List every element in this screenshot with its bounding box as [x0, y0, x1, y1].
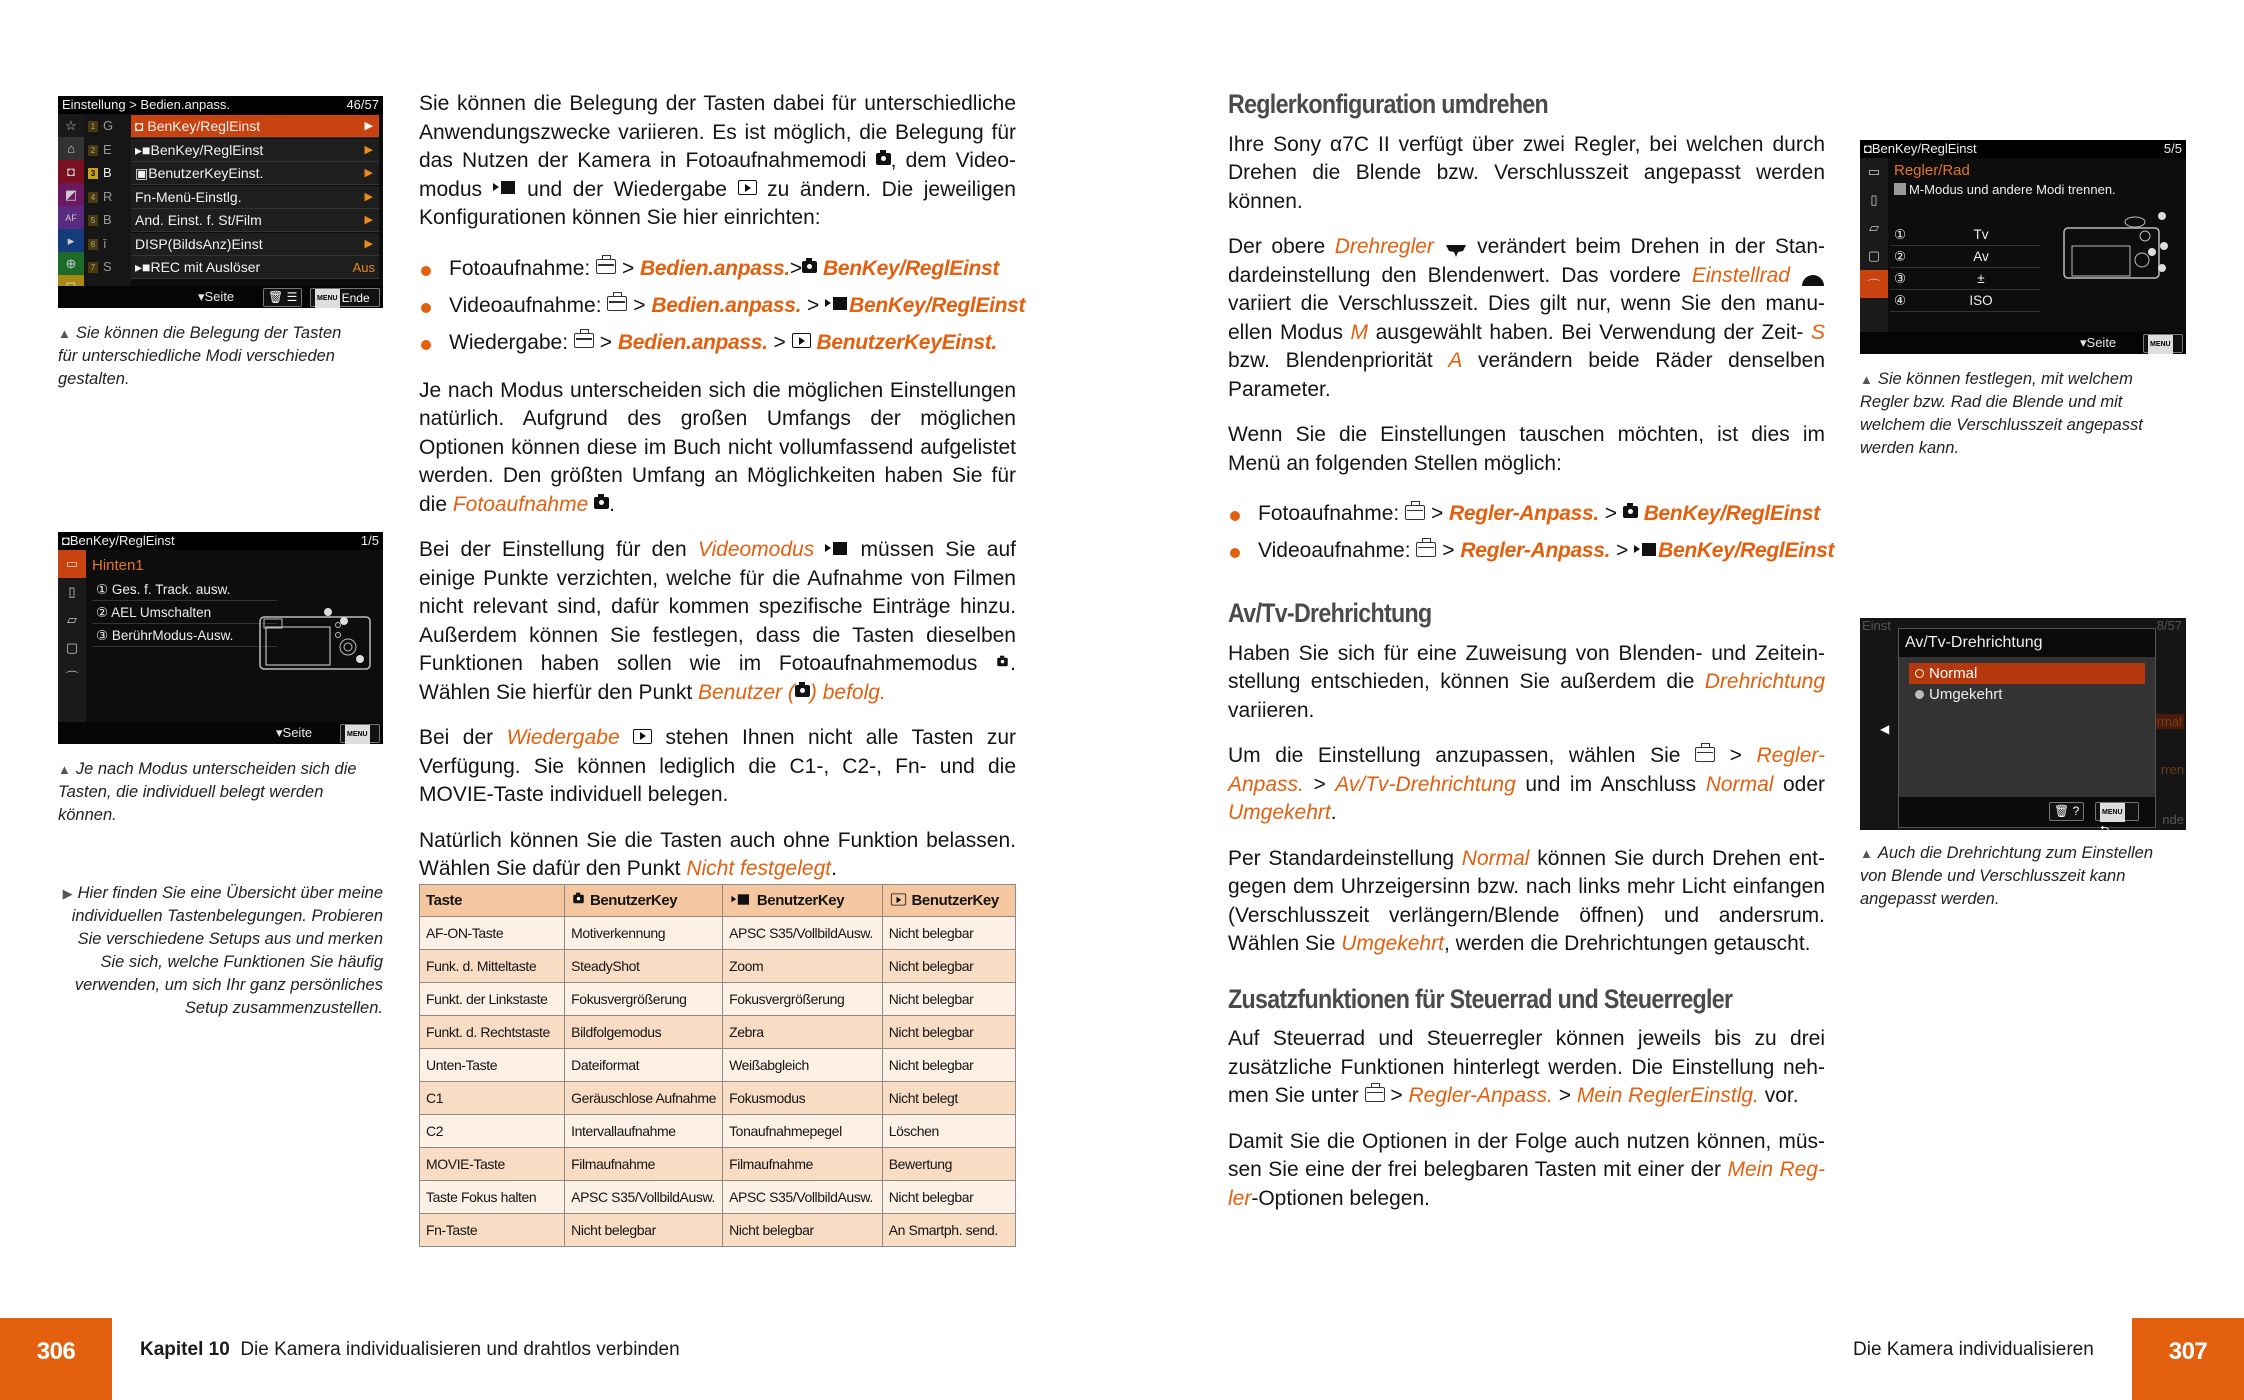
running-footer-left [140, 1339, 680, 1361]
left-arrow-icon: ◀ [1880, 722, 1890, 736]
camera-menu-screenshot-regler-rad [1860, 140, 2186, 369]
table-header-row [420, 885, 1016, 917]
menu-path-list [419, 250, 1026, 361]
chapter-label: Kapitel 10 [140, 1339, 230, 1360]
toolbox-icon [607, 296, 627, 311]
dial-row[interactable]: ① Tv [1890, 224, 2040, 246]
dial-tab-icon: ⌒ [65, 669, 79, 685]
menu-category-sidebar [58, 114, 84, 286]
triangle-up-icon: ▲ [58, 326, 71, 341]
home-icon: ⌂ [58, 137, 84, 160]
separate-modes-checkbox[interactable]: M-Modus und andere Modi trennen. [1894, 182, 2174, 202]
table-row: Unten-Taste Dateiformat Weißabgleich Nicht belegbar [420, 1049, 1016, 1082]
screen-title-bar [58, 96, 383, 114]
heading-zusatzfunktionen: Zusatzfunktionen für Steuerrad und Steuerregler [1228, 983, 1733, 1014]
camera-menu-screenshot-bedien-anpass [58, 96, 383, 308]
table-row: C2 Intervallaufnahme Tonaufnahmepegel Löschen [420, 1115, 1016, 1148]
camera-icon [573, 895, 584, 903]
front-dial-icon [1801, 267, 1825, 281]
table-row: MOVIE-Taste Filmaufnahme Filmaufnahme Bewertung [420, 1148, 1016, 1181]
paragraph-video: Bei der Einstellung für den Videomodus müssen Sie auf einige Punkte verzichten, welche für die Aufnahme von Filmen nicht relevant sind, dafür kommen spezifische Einträge hinzu. Außerdem können Sie festlegen, dass die Tasten dieselben Funktionen haben sollen wie im Fotoaufnahmemodus . Wählen Sie hierfür den Punkt Benutzer ( ) befolg. [419, 538, 1016, 704]
menu-item-fn-menu[interactable]: Fn-Menü-Einstlg. ▶ [131, 186, 379, 209]
delete-help-button: 🗑 ☰ [263, 288, 302, 307]
page-number-right: 307 [2132, 1318, 2244, 1400]
camera-back-tab-icon: ▯ [1870, 192, 1878, 207]
dialog-title: Av/Tv-Drehrichtung [1899, 629, 2155, 657]
playback-icon [891, 893, 906, 905]
screen-breadcrumb: Einstellung > Bedien.anpass. [62, 97, 231, 112]
dial-tab-icon: ⌒ [1860, 270, 1888, 298]
playback-icon [792, 333, 811, 348]
delete-help-button: 🗑 ? [2049, 802, 2084, 821]
table-row: C1 Geräuschlose Aufnahme Fokusmodus Nicht belegt [420, 1082, 1016, 1115]
camera-back-diagram-icon [258, 607, 373, 672]
back-button: MENU⮌ [2095, 802, 2139, 821]
left-body-column [419, 90, 1026, 901]
table-row: Funkt. der Linkstaste Fokusvergrößerung Fokusvergrößerung Nicht belegbar [420, 983, 1016, 1016]
caption-screen1: ▲ Sie können die Belegung der Tasten für unterschiedliche Modi verschieden gestalten. [58, 324, 342, 388]
paragraph-zusatz-tasten: Damit Sie die Optionen in der Folge auch nutzen können, müssen Sie eine der frei belegbaren Tasten mit einer der Mein Regler-Optionen belegen. [1228, 1129, 1825, 1210]
column-header-video: BenutzerKey [723, 885, 883, 917]
lens-tab-icon: ▢ [65, 640, 79, 655]
list-item: Videoaufnahme: > Bedien.anpass. > BenKey/ReglEinst [419, 287, 1016, 324]
regler-path-list [1228, 495, 1835, 569]
page-hint: ▾Seite [276, 725, 313, 740]
toolbox-icon [1365, 1087, 1385, 1102]
key-assignment-table [419, 884, 1016, 1247]
paragraph-avtv-intro: Haben Sie sich für eine Zuweisung von Blenden- und Zeiteinstellung entschieden, können Sie außerdem die Drehrichtung variieren. [1228, 641, 1825, 722]
camera-icon [594, 497, 609, 509]
column-header-taste: Taste [420, 885, 565, 917]
menu-item-and-einst[interactable]: And. Einst. f. St/Film ▶ [131, 209, 379, 232]
option-normal[interactable]: Normal [1909, 663, 2145, 684]
playback-icon [633, 729, 652, 744]
table-row: Fn-Taste Nicht belegbar Nicht belegbar An Smartph. send. [420, 1214, 1016, 1247]
camera-top-tab-icon: ▭ [1867, 164, 1881, 179]
star-icon: ☆ [65, 117, 77, 133]
screen-footer [58, 286, 383, 308]
tab-sidebar [1860, 158, 1888, 332]
checkbox-icon [1894, 183, 1906, 195]
paragraph-drehregler: Der obere Drehregler verändert beim Drehen in der Standardeinstellung den Blendenwert. Das vordere Einstellrad variiert die Verschlusszeit. Dies gilt nur, wenn Sie den manuellen Modus M ausgewählt haben. Bei Verwendung der Zeit- S bzw. Blendenpriorität A verändern beide Räder denselben Parameter. [1228, 235, 1826, 401]
table-row: AF-ON-Taste Motiverkennung APSC S35/VollbildAusw. Nicht belegbar [420, 917, 1016, 950]
menu-item-playback-benutzerkey[interactable]: ▣BenutzerKeyEinst. ▶ [131, 162, 379, 185]
background-page-counter: 8/57 [2156, 618, 2182, 633]
page-hint: ▾Seite [198, 289, 235, 304]
camera-side-tab-icon: ▱ [67, 612, 77, 627]
video-icon [1634, 543, 1658, 556]
table-row: Funkt. d. Rechtstaste Bildfolgemodus Zebra Nicht belegbar [420, 1016, 1016, 1049]
section-title: Hinten1 [92, 557, 144, 574]
back-button: MENU⮌ [340, 724, 380, 743]
camera-icon [876, 153, 891, 165]
toolbox-icon [574, 333, 594, 348]
column-header-photo: BenutzerKey [565, 885, 723, 917]
globe-icon: ⊕ [58, 252, 84, 275]
triangle-up-icon: ▲ [1860, 846, 1873, 861]
section-title: Regler/Rad [1894, 162, 1970, 179]
camera-icon [795, 685, 810, 697]
background-label: rmal [2156, 714, 2182, 729]
toolbox-icon [1416, 542, 1436, 557]
playback-icon [738, 180, 757, 195]
table-row: Funk. d. Mitteltaste SteadyShot Zoom Nicht belegbar [420, 950, 1016, 983]
exposure-icon: ◩ [58, 183, 84, 206]
menu-item-rec-ausloeser[interactable]: ▸■REC mit Auslöser Aus [131, 256, 379, 279]
camera-side-tab-icon: ▱ [1869, 220, 1879, 235]
video-icon [825, 297, 849, 310]
intro-paragraph: Sie können die Belegung der Tasten dabei für unterschiedliche Anwendungszwecke variieren. Es ist möglich, die Belegung für das Nutzen der Kamera in Fotoaufnahmemodi , dem Videomodus und der Wiedergabe zu ändern. Die jeweiligen Konfigurationen können Sie hier einrichten: [419, 92, 1016, 229]
camera-top-tab-icon: ▭ [58, 550, 86, 578]
camera-menu-screenshot-hinten1 [58, 532, 383, 759]
camera-back-tab-icon: ▯ [68, 584, 76, 599]
af-mf-icon: AF [58, 206, 84, 229]
heading-avtv-drehrichtung: Av/Tv-Drehrichtung [1228, 598, 1432, 628]
list-item: Videoaufnahme: > Regler-Anpass. > BenKey/ReglEinst [1228, 532, 1825, 569]
triangle-up-icon: ▲ [58, 762, 71, 777]
menu-item-photo-benkey[interactable]: ◘ BenKey/ReglEinst ▶ [131, 115, 379, 138]
camera-back-diagram-icon [2060, 210, 2175, 288]
dial-assignment-list [1890, 224, 2040, 312]
exposure-comp-icon: ± [1977, 271, 1985, 286]
triangle-right-icon: ▶ [62, 886, 73, 901]
background-label: rren [2160, 762, 2184, 777]
caption-screen3: ▲ Sie können festlegen, mit welchem Regler bzw. Rad die Blende und mit welchem die Verschlusszeit angepasst werden kann. [1860, 370, 2143, 457]
caption-screen2: ▲ Je nach Modus unterscheiden sich die Tasten, die individuell belegt werden können. [58, 760, 357, 824]
menu-item-disp[interactable]: DISP(BildsAnz)Einst ▶ [131, 233, 379, 256]
camera-icon [1623, 506, 1638, 518]
running-footer-right: Die Kamera individualisieren [1853, 1339, 2094, 1360]
paragraph-regler-intro: Ihre Sony α7C II verfügt über zwei Regler, bei welchen durch Drehen die Blende bzw. Verschlusszeit angepasst werden können. [1228, 132, 1825, 213]
top-dial-icon [1444, 238, 1468, 252]
avtv-dialog [1898, 628, 2156, 837]
paragraph-avtv-menu: Um die Einstellung anzupassen, wählen Sie > Regler-Anpass. > Av/Tv-Drehrichtung und im Anschluss Normal oder Umgekehrt. [1228, 744, 1826, 824]
camera-icon [997, 658, 1008, 666]
submenu-number-column: 1 G 2 E 3 B 4 R 5 B 6 ī 7 S [84, 114, 131, 286]
tab-sidebar [58, 550, 86, 722]
setting-row[interactable]: ③ BerührModus-Ausw. [92, 624, 277, 647]
chapter-title: Die Kamera individualisieren und drahtlos verbinden [240, 1339, 680, 1360]
list-item: Fotoaufnahme: > Regler-Anpass. > BenKey/ReglEinst [1228, 495, 1825, 532]
screen-title-bar: ◘BenKey/ReglEinst 5/5 [1860, 140, 2186, 158]
dial-row[interactable]: ④ ISO [1890, 290, 2040, 312]
paragraph-playback: Bei der Wiedergabe stehen Ihnen nicht alle Tasten zur Verfügung. Sie können lediglich die C1-, C2-, Fn- und die MOVIE-Taste individuell belegen. [419, 726, 1016, 806]
playback-icon: ▸ [58, 229, 84, 252]
toolbox-icon [596, 259, 616, 274]
screen-page-counter: 46/57 [346, 97, 379, 112]
caption-table: ▶ Hier finden Sie eine Übersicht über meine individuellen Tastenbelegungen. Probieren Sie verschiedene Setups aus und merken Sie sich, welche Funktionen Sie häufig verwenden, um sich Ihr ganz persönliches Setup zusammenzustellen. [62, 884, 383, 1017]
screen-title-bar: ◘BenKey/ReglEinst 1/5 [58, 532, 383, 550]
option-umgekehrt[interactable]: Umgekehrt [1909, 684, 2145, 705]
radio-icon [1915, 690, 1924, 699]
table-row: Taste Fokus halten APSC S35/VollbildAusw. APSC S35/VollbildAusw. Nicht belegbar [420, 1181, 1016, 1214]
paragraph-avtv-normal: Per Standardeinstellung Normal können Sie durch Drehen entgegen dem Uhrzeigersinn bzw. nach links mehr Licht einfangen (Verschlusszeit verlängern/Blende öffnen) und andersrum. Wählen Sie Umgekehrt, werden die Drehrichtungen getauscht. [1228, 846, 1825, 955]
page-hint: ▾Seite [2080, 335, 2117, 350]
lens-tab-icon: ▢ [1867, 248, 1881, 263]
dialog-footer [1899, 797, 2155, 837]
paragraph-zusatz-intro: Auf Steuerrad und Steuerregler können jeweils bis zu drei zusätzliche Funktionen hinterlegt werden. Die Einstellung nehmen Sie unter > Regler-Anpass. > Mein ReglerEinstlg. vor. [1228, 1027, 1825, 1107]
video-icon [731, 894, 750, 904]
toolbox-icon [1695, 747, 1715, 762]
right-body-column [1228, 89, 1835, 1230]
toolbox-icon [1405, 505, 1425, 520]
caption-screen4: ▲ Auch die Drehrichtung zum Einstellen von Blende und Verschlusszeit kann angepasst werden. [1860, 844, 2154, 908]
setting-row[interactable]: ② AEL Umschalten [92, 601, 277, 624]
camera-menu-screenshot-avtv-dialog [1860, 618, 2186, 837]
menu-end-button: MENU Ende [310, 288, 380, 307]
background-label: nde [2162, 812, 2184, 827]
back-button: MENU⮌ [2143, 334, 2183, 353]
list-item: Wiedergabe: > Bedien.anpass. > BenutzerKeyEinst. [419, 324, 1016, 361]
page-number-left: 306 [0, 1318, 112, 1400]
camera-icon [802, 261, 817, 273]
radio-icon [1915, 669, 1924, 678]
camera-icon: ◘ [58, 160, 84, 183]
paragraph-no-function: Natürlich können Sie die Tasten auch ohne Funktion belassen. Wählen Sie dafür den Punkt Nicht festgelegt. [419, 828, 1016, 880]
column-header-playback: BenutzerKey [882, 885, 1015, 917]
heading-reglerkonfiguration: Reglerkonfiguration umdrehen [1228, 89, 1549, 119]
video-icon [493, 181, 517, 194]
setting-row[interactable]: ① Ges. f. Track. ausw. [92, 578, 277, 601]
triangle-up-icon: ▲ [1860, 372, 1873, 387]
menu-item-video-benkey[interactable]: ▸■BenKey/ReglEinst ▶ [131, 139, 379, 162]
list-item: Fotoaufnahme: > Bedien.anpass.> BenKey/ReglEinst [419, 250, 1016, 287]
dial-row[interactable]: ② Av [1890, 246, 2040, 268]
video-icon [825, 542, 849, 555]
paragraph-regler-menu: Wenn Sie die Einstellungen tauschen möchten, ist dies im Menü an folgenden Stellen möglich: [1228, 423, 1825, 475]
dial-row[interactable]: ③ ± [1890, 268, 2040, 290]
background-breadcrumb: Einst [1862, 618, 1891, 633]
paragraph-modes: Je nach Modus unterscheiden sich die möglichen Einstellungen natürlich. Aufgrund des großen Umfangs der möglichen Optionen können diese im Buch nicht vollumfassend aufgelistet werden. Den größten Umfang an Möglichkeiten haben Sie für die Fotoaufnahme . [419, 378, 1016, 516]
